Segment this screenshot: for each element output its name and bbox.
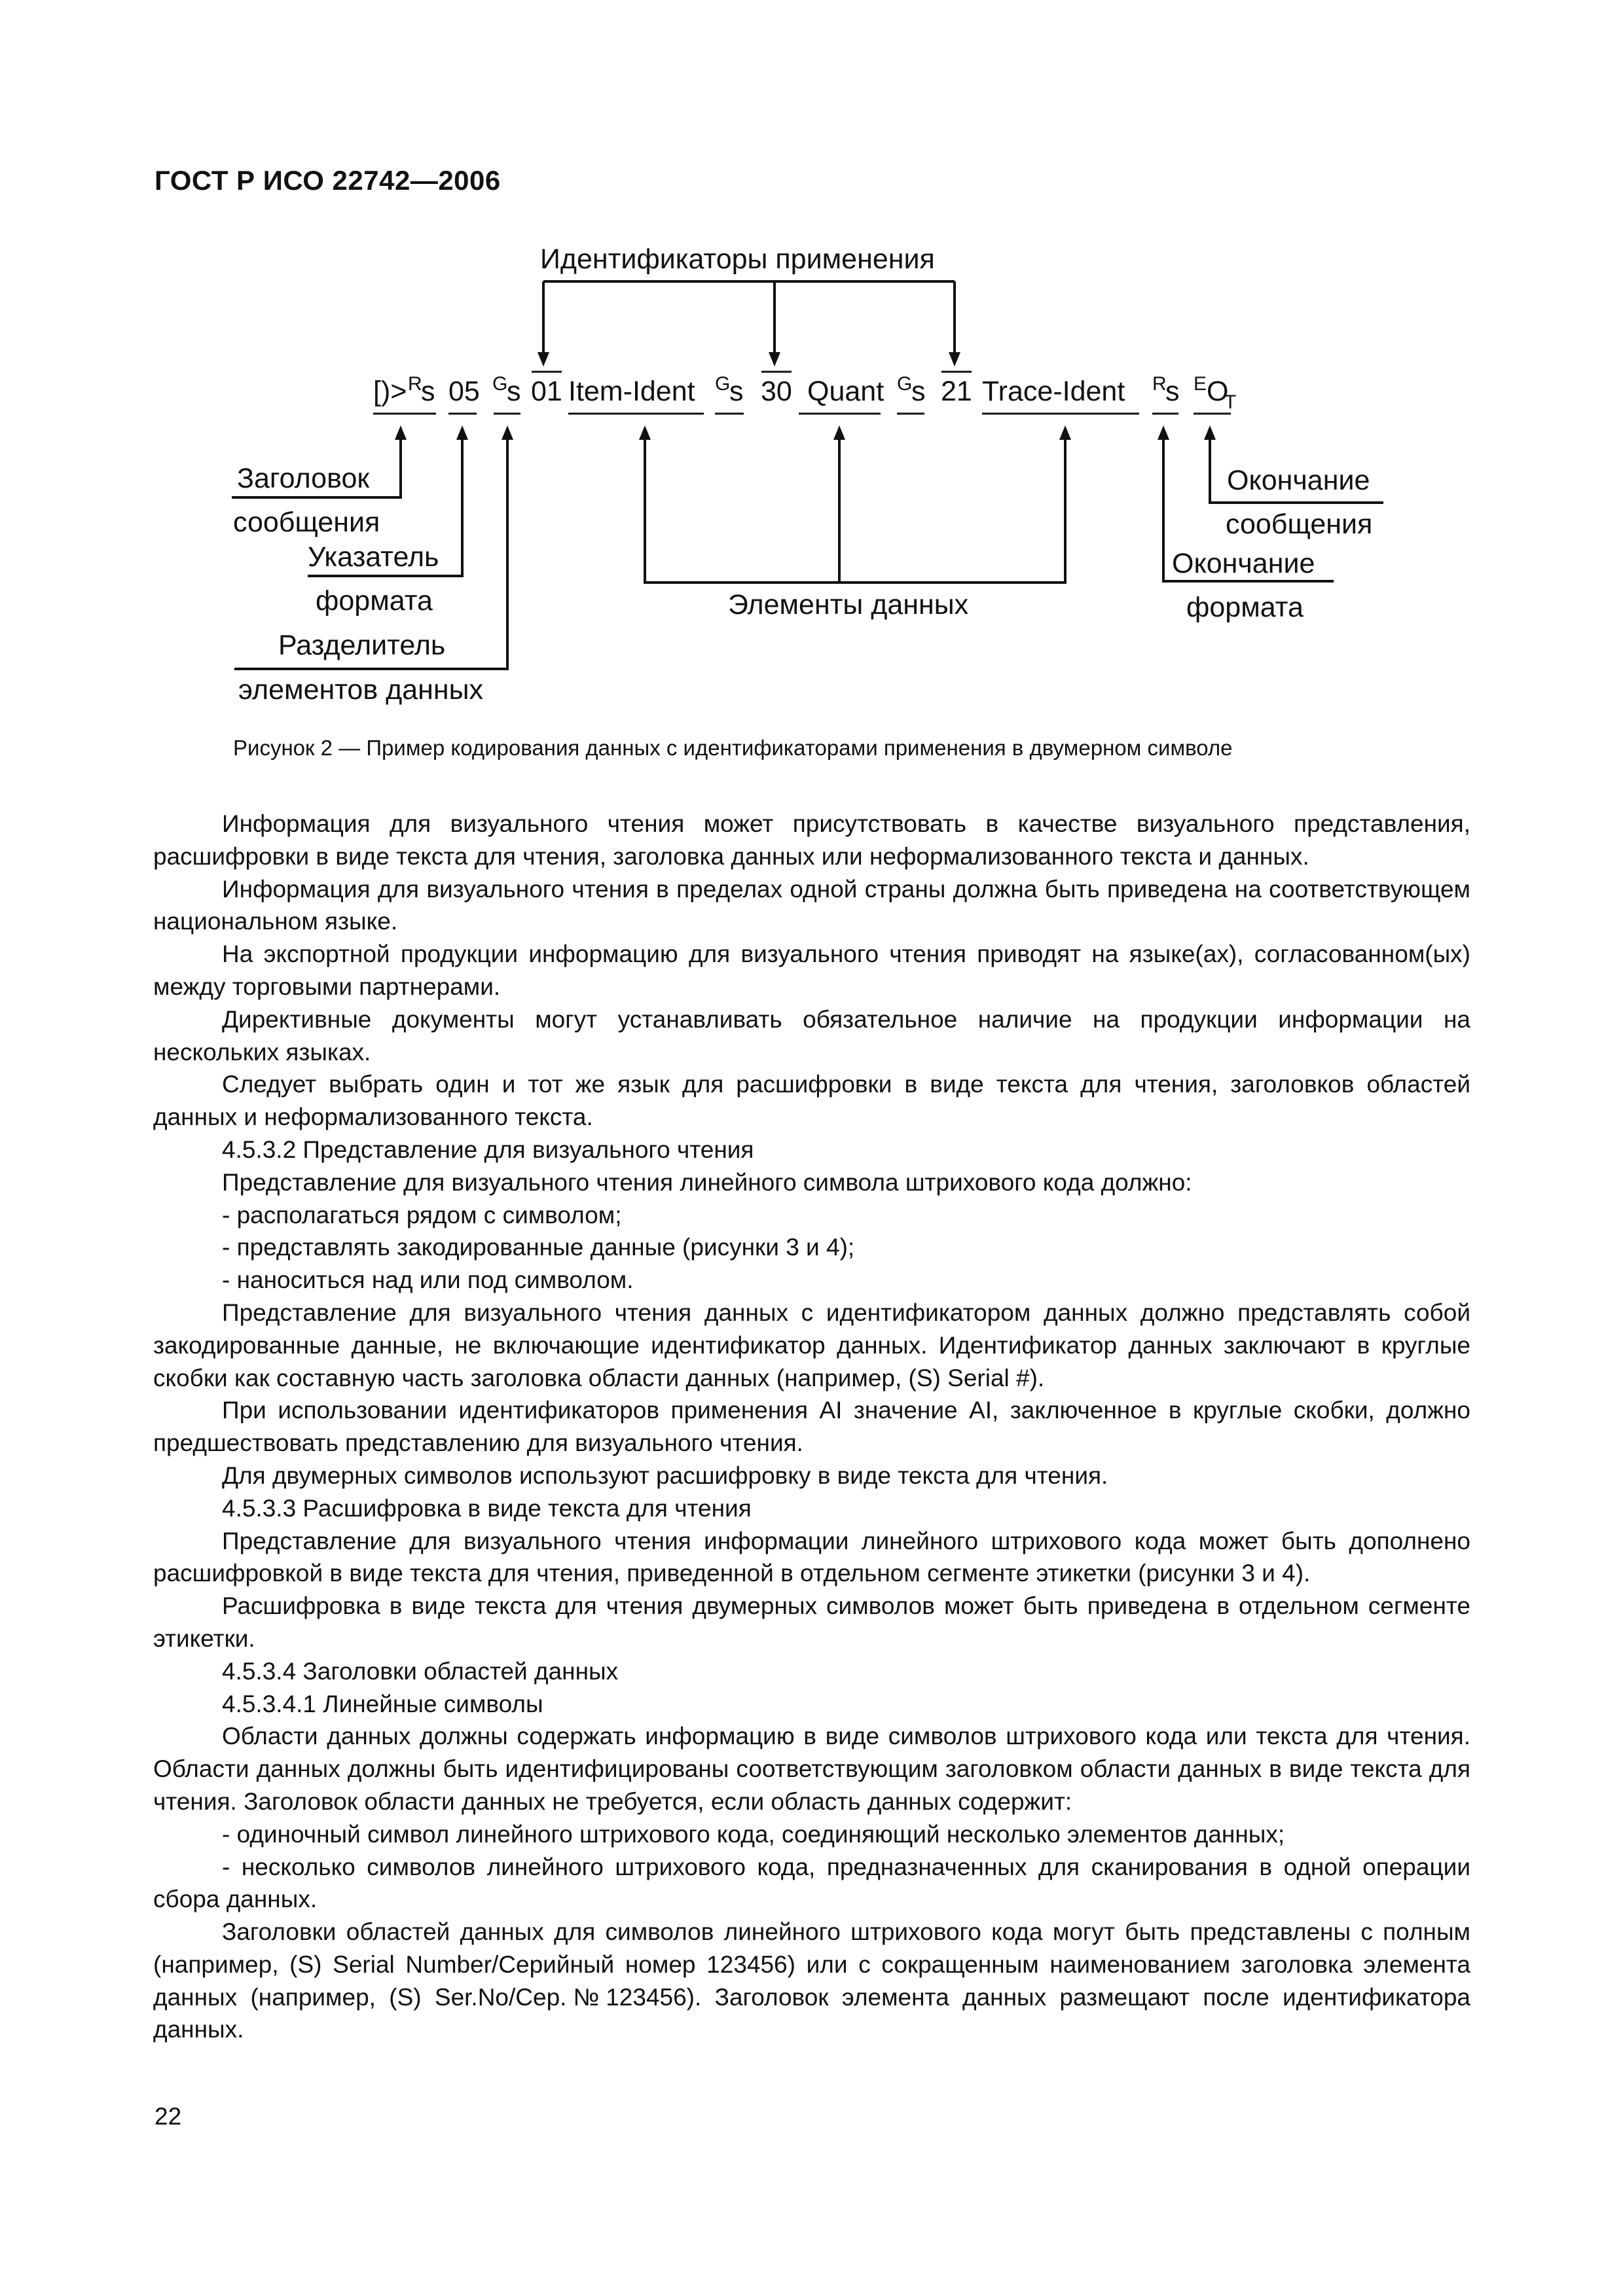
- document-header: ГОСТ Р ИСО 22742—2006: [155, 165, 501, 196]
- lower-arrowheads: [395, 425, 1216, 440]
- seq-trace-ident: Trace-Ident: [982, 376, 1125, 407]
- label-format-indicator-2: формата: [316, 585, 433, 617]
- paragraph: Представление для визуального чтения линейного символа штрихового кода должно:: [222, 1168, 1192, 1196]
- list-item: - располагаться рядом с символом;: [222, 1201, 622, 1229]
- application-identifiers-label: Идентификаторы применения: [540, 243, 935, 275]
- section-heading: 4.5.3.4.1 Линейные символы: [222, 1690, 543, 1717]
- label-data-elements: Элементы данных: [728, 589, 969, 620]
- seq-eot-t: T: [1224, 391, 1237, 413]
- paragraph: Представление для визуального чтения информации линейного штрихового кода может быть дополнено расшифровкой в виде текста для чтения, приведенной в отдельном сегменте этикетки (рисунки 3 и 4).: [153, 1527, 1470, 1587]
- paragraph: Для двумерных символов используют расшифровку в виде текста для чтения.: [222, 1462, 1108, 1489]
- seq-eot-e: E: [1194, 373, 1207, 395]
- seq-header-open: [)>: [373, 376, 407, 407]
- seq-rs-s: s: [421, 376, 435, 407]
- section-heading: 4.5.3.2 Представление для визуального чтения: [222, 1136, 754, 1163]
- section-heading: 4.5.3.3 Расшифровка в виде текста для чтения: [222, 1494, 752, 1522]
- paragraph: Следует выбрать один и тот же язык для расшифровки в виде текста для чтения, заголовков областей данных и неформализованного текста.: [153, 1071, 1470, 1131]
- seq-gs-1: G: [492, 373, 508, 395]
- label-separator-2: элементов данных: [238, 674, 484, 706]
- label-format-end-1: Окончание: [1172, 548, 1315, 579]
- seq-gs-1-s: s: [507, 376, 521, 407]
- paragraph: Информация для визуального чтения может присутствовать в качестве визуального представления, расшифровки в виде текста для чтения, заголовка данных или неформализованного текста и данных.: [153, 810, 1470, 870]
- label-format-end-2: формата: [1186, 592, 1304, 623]
- page-number: 22: [155, 2103, 182, 2130]
- paragraph: Области данных должны содержать информацию в виде символов штрихового кода или текста для чтения. Области данных должны быть идентифицированы соответствующим заголовком области данных в виде текста для чтения. Заголовок области данных не требуется, если область данных содержит:: [153, 1723, 1470, 1815]
- label-message-end-1: Окончание: [1227, 465, 1370, 496]
- top-bracket: [543, 281, 955, 359]
- list-item: - наноситься над или под символом.: [222, 1266, 634, 1294]
- label-message-header-1: Заголовок: [237, 463, 370, 494]
- seq-rs-end-s: s: [1165, 376, 1180, 407]
- paragraph: При использовании идентификаторов применения AI значение AI, заключенное в круглые скобки, должно предшествовать представлению для визуального чтения.: [153, 1397, 1470, 1457]
- top-arrowheads: [538, 352, 960, 367]
- paragraph: Представление для визуального чтения данных с идентификатором данных должно представлять собой закодированные данные, не включающие идентификатор данных. Идентификатор данных заключают в круглые скобки как составную часть заголовка области данных (например, (S) Serial #).: [153, 1299, 1470, 1391]
- seq-gs-2-s: s: [729, 376, 744, 407]
- figure-2-diagram: [0, 0, 1623, 733]
- paragraph: Заголовки областей данных для символов линейного штрихового кода могут быть представлены с полным (например, (S) Serial Number/Серийный номер 123456) или с сокращенным наименованием заголовка элемента данных (например, (S) Ser.No/Сер.№123456). Заголовок элемента данных размещают после идентификатора данных.: [153, 1918, 1470, 2043]
- seq-rs-end: R: [1152, 373, 1167, 395]
- figure-caption: Рисунок 2 — Пример кодирования данных с идентификаторами применения в двумерном символе: [233, 736, 1233, 760]
- list-item: - представлять закодированные данные (рисунки 3 и 4);: [222, 1234, 855, 1261]
- seq-eot-o: O: [1207, 376, 1229, 407]
- paragraph: Информация для визуального чтения в пределах одной страны должна быть приведена на соответствующем национальном языке.: [153, 875, 1470, 935]
- seq-ai-21: 21: [941, 376, 972, 407]
- label-message-header-2: сообщения: [233, 507, 380, 538]
- data-sequence: [373, 373, 1236, 413]
- seq-gs-3: G: [897, 373, 913, 395]
- list-item: - несколько символов линейного штрихового кода, предназначенных для сканирования в одной операции сбора данных.: [153, 1853, 1470, 1913]
- paragraph: На экспортной продукции информацию для визуального чтения приводят на языке(ах), согласованном(ых) между торговыми партнерами.: [153, 941, 1470, 1000]
- section-heading: 4.5.3.4 Заголовки областей данных: [222, 1657, 619, 1685]
- body-text: [153, 808, 1470, 2046]
- label-separator-1: Разделитель: [278, 630, 446, 661]
- seq-ai-01: 01: [531, 376, 562, 407]
- seq-item-ident: Item-Ident: [568, 376, 695, 407]
- label-message-end-2: сообщения: [1226, 509, 1373, 540]
- seq-format: 05: [448, 376, 480, 407]
- label-format-indicator-1: Указатель: [308, 541, 439, 573]
- paragraph: Директивные документы могут устанавливать обязательное наличие на продукции информации на нескольких языках.: [153, 1005, 1470, 1066]
- seq-rs: R: [408, 373, 422, 395]
- seq-gs-2: G: [715, 373, 731, 395]
- paragraph: Расшифровка в виде текста для чтения двумерных символов может быть приведена в отдельном сегменте этикетки.: [153, 1592, 1470, 1652]
- seq-quant: Quant: [807, 376, 884, 407]
- seq-gs-3-s: s: [911, 376, 926, 407]
- seq-ai-30: 30: [761, 376, 792, 407]
- list-item: - одиночный символ линейного штрихового кода, соединяющий несколько элементов данных;: [222, 1820, 1285, 1848]
